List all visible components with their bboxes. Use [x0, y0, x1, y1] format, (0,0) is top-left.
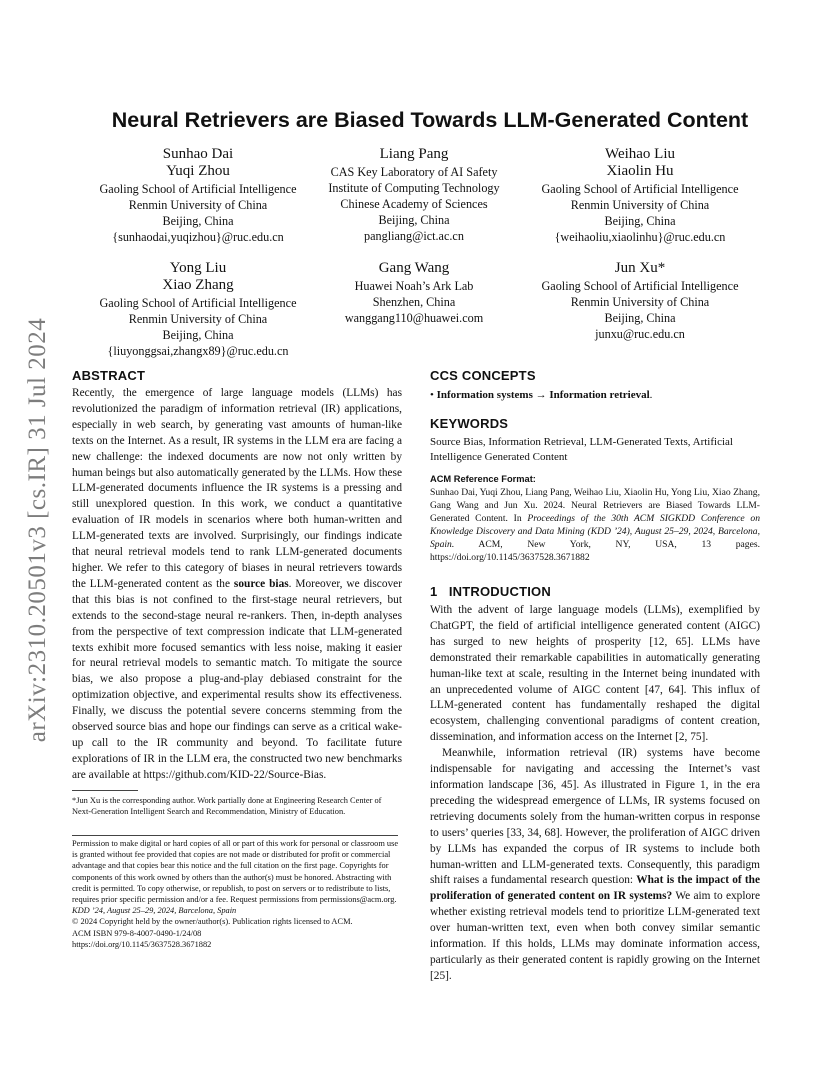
research-question: What is the impact of the proliferation of generated content on IR systems?: [430, 874, 761, 903]
footnote: [72, 795, 402, 817]
author-affiliation: Beijing, China: [162, 214, 234, 228]
permission-doi: https://doi.org/10.1145/3637528.3671882: [72, 939, 212, 949]
author-affiliation: Renmin University of China: [570, 198, 710, 212]
author-affiliation: Chinese Academy of Sciences: [340, 197, 488, 211]
author-name: Jun Xu*: [614, 260, 666, 276]
author-affiliation: Renmin University of China: [570, 295, 710, 309]
permission-venue: KDD ’24, August 25–29, 2024, Barcelona, Spain: [72, 906, 237, 916]
author-affiliation: Renmin University of China: [128, 312, 268, 326]
section-heading: KEYWORDS: [430, 416, 509, 431]
author-name: Xiaolin Hu: [606, 163, 674, 179]
author-affiliation: Beijing, China: [162, 328, 234, 342]
author-name: Xiao Zhang: [162, 277, 234, 293]
arxiv-identifier: arXiv:2310.20501v3 [cs.IR] 31 Jul 2024: [24, 317, 51, 743]
author-name: Yong Liu: [169, 260, 227, 276]
acm-reference-heading: ACM Reference Format:: [430, 474, 536, 484]
author-email: junxu@ruc.edu.cn: [595, 327, 685, 341]
author-affiliation: Beijing, China: [378, 213, 450, 227]
author-email: {weihaoliu,xiaolinhu}@ruc.edu.cn: [554, 230, 726, 244]
arxiv-stamp: [18, 300, 58, 760]
author-block-1: [86, 146, 310, 245]
permission-text: Permission to make digital or hard copies of all or part of this work for personal or classroom use is granted without fee provided that copies are not made or distributed for profit or commercial advantage and that copies bear this notice and the full citation on the first page. Copyrights for components of this work owned by others than the author(s) must be honored. Abstracting with credit is permitted. To copy otherwise, or republish, to post on servers or to redistribute to lists, requires prior specific permission and/or a fee. Request permissions from permissions@acm.org.: [72, 839, 399, 905]
intro-paragraph-1: With the advent of large language models (LLMs), exemplified by ChatGPT, the field of artificial intelligence generated content (AIGC) has surged to new heights of prosperity [12, 65]. LLMs have demonstrated their remarkable capabilities in automatically generating human-like text at scale, resulting in the Internet being inundated with an unprecedented volume of AIGC content [47, 64]. This influx of LLM-generated content has fundamentally reshaped the digital ecosystem, challenging conventional paradigms of content creation, dissemination, and information access on the Internet [2, 75].: [430, 604, 760, 744]
abstract-text: . Moreover, we discover that this bias is not confined to the first-stage neural retrievers, but extends to the second-stage neural re-rankers. Then, in-depth analyses from the perspective of text compression indicate that LLM-generated texts exhibit more focused semantics with less noise, making it easier for neural retrieval models to semantic match. To mitigate the source bias, we also propose a plug-and-play debiased constraint for the optimization objective, and experimental results show its effectiveness. Finally, we discuss the potential severe concerns stemming from the observed source bias and hope our findings can serve as a critical wake-up call to the IR community and beyond. To facilitate future explorations of IR in the LLM era, the constructed two new benchmarks are available at https://github.com/KID-22/Source-Bias.: [72, 577, 402, 781]
permission-isbn: ACM ISBN 979-8-4007-0490-1/24/08: [72, 928, 202, 938]
author-name: Liang Pang: [379, 146, 449, 162]
section-heading: 1 INTRODUCTION: [430, 584, 551, 599]
author-block-5: [308, 260, 520, 326]
author-affiliation: Gaoling School of Artificial Intelligence: [99, 296, 297, 310]
section-heading: CCS CONCEPTS: [430, 368, 536, 383]
keywords-text: Source Bias, Information Retrieval, LLM-Generated Texts, Artificial Intelligence Generated Content: [430, 436, 733, 463]
section-heading: ABSTRACT: [72, 368, 146, 383]
footnote-text: *Jun Xu is the corresponding author. Work partially done at Engineering Research Center of Next-Generation Intelligent Search and Recommendation, Ministry of Education.: [72, 796, 382, 817]
author-affiliation: Huawei Noah’s Ark Lab: [354, 279, 474, 293]
paper-title: Neural Retrievers are Biased Towards LLM-Generated Content: [111, 108, 749, 132]
author-affiliation: CAS Key Laboratory of AI Safety: [330, 165, 498, 179]
author-block-3: [528, 146, 752, 245]
author-name: Gang Wang: [378, 260, 450, 276]
author-affiliation: Institute of Computing Technology: [328, 181, 500, 195]
abstract-body: [72, 386, 402, 784]
acm-reference-section: [430, 474, 760, 564]
author-affiliation: Shenzhen, China: [372, 295, 456, 309]
author-affiliation: Gaoling School of Artificial Intelligence: [541, 279, 739, 293]
abstract-bold-term: source bias: [233, 577, 289, 590]
author-affiliation: Beijing, China: [604, 311, 676, 325]
author-block-6: [528, 260, 752, 342]
introduction-section: [430, 584, 760, 985]
author-block-2: [308, 146, 520, 244]
ccs-text: • Information systems → Information retrieval.: [430, 389, 653, 401]
author-email: wanggang110@huawei.com: [344, 311, 484, 325]
author-affiliation: Renmin University of China: [128, 198, 268, 212]
ccs-concept: Information systems → Information retrieval: [436, 389, 650, 401]
author-name: Sunhao Dai: [162, 146, 234, 162]
intro-paragraph-2: Meanwhile, information retrieval (IR) systems have become indispensable for navigating and accessing the Internet’s vast information landscape [36, 45]. As illustrated in Figure 1, in the era preceding the widespread emergence of LLMs, IR systems focused on retrieving documents solely from the human-written corpus in response to users’ queries [33, 34, 68]. However, the proliferation of AIGC driven by LLMs has expanded the corpus of IR systems to include both human-written and LLM-generated texts. Consequently, this paradigm shift raises a fundamental research question: What is the impact of the proliferation of generated content on IR systems? We aim to explore whether existing retrieval models tend to prioritize LLM-generated text over human-written text, even when both convey similar semantic information. If this holds, LLMs may dominate information access, particularly as their generated content is rapidly growing on the Internet [25].: [430, 747, 761, 982]
ccs-section: [430, 368, 760, 404]
abstract-section: [72, 368, 402, 784]
author-affiliation: Gaoling School of Artificial Intelligence: [99, 182, 297, 196]
keywords-section: [430, 416, 760, 465]
author-name: Yuqi Zhou: [166, 163, 230, 179]
author-block-4: [86, 260, 310, 359]
author-name: Weihao Liu: [604, 146, 676, 162]
acm-reference-text: Sunhao Dai, Yuqi Zhou, Liang Pang, Weihao Liu, Xiaolin Hu, Yong Liu, Xiao Zhang, Gang Wang and Jun Xu. 2024. Neural Retrievers are Biased Towards LLM-Generated Content. In Proceedings of the 30th ACM SIGKDD Conference on Knowledge Discovery and Data Mining (KDD ’24), August 25–29, 2024, Barcelona, Spain. ACM, New York, NY, USA, 13 pages. https://doi.org/10.1145/3637528.3671882: [430, 487, 760, 563]
author-email: {liuyonggsai,zhangx89}@ruc.edu.cn: [107, 344, 289, 358]
permission-copyright: © 2024 Copyright held by the owner/author(s). Publication rights licensed to ACM.: [72, 917, 353, 927]
permission-block: [72, 838, 402, 950]
footnote-rule: [72, 790, 138, 791]
permission-rule: [72, 835, 398, 836]
author-email: pangliang@ict.ac.cn: [364, 229, 464, 243]
author-affiliation: Beijing, China: [604, 214, 676, 228]
author-affiliation: Gaoling School of Artificial Intelligence: [541, 182, 739, 196]
author-email: {sunhaodai,yuqizhou}@ruc.edu.cn: [112, 230, 284, 244]
abstract-text: Recently, the emergence of large language models (LLMs) has revolutionized the paradigm of information retrieval (IR) applications, especially in web search, by generating vast amounts of human-like texts on the Internet. As a result, IR systems in the LLM era are facing a new challenge: the indexed documents are now not only written by human beings but also automatically generated by the LLMs. How these LLM-generated documents influence the IR systems is a pressing and still unexplored question. In this work, we conduct a quantitative evaluation of IR models in scenarios where both human-written and LLM-generated texts are involved. Surprisingly, our findings indicate that neural retrieval models tend to rank LLM-generated documents higher. We refer to this category of biases in neural retrievers towards the LLM-generated content as the: [72, 387, 402, 590]
